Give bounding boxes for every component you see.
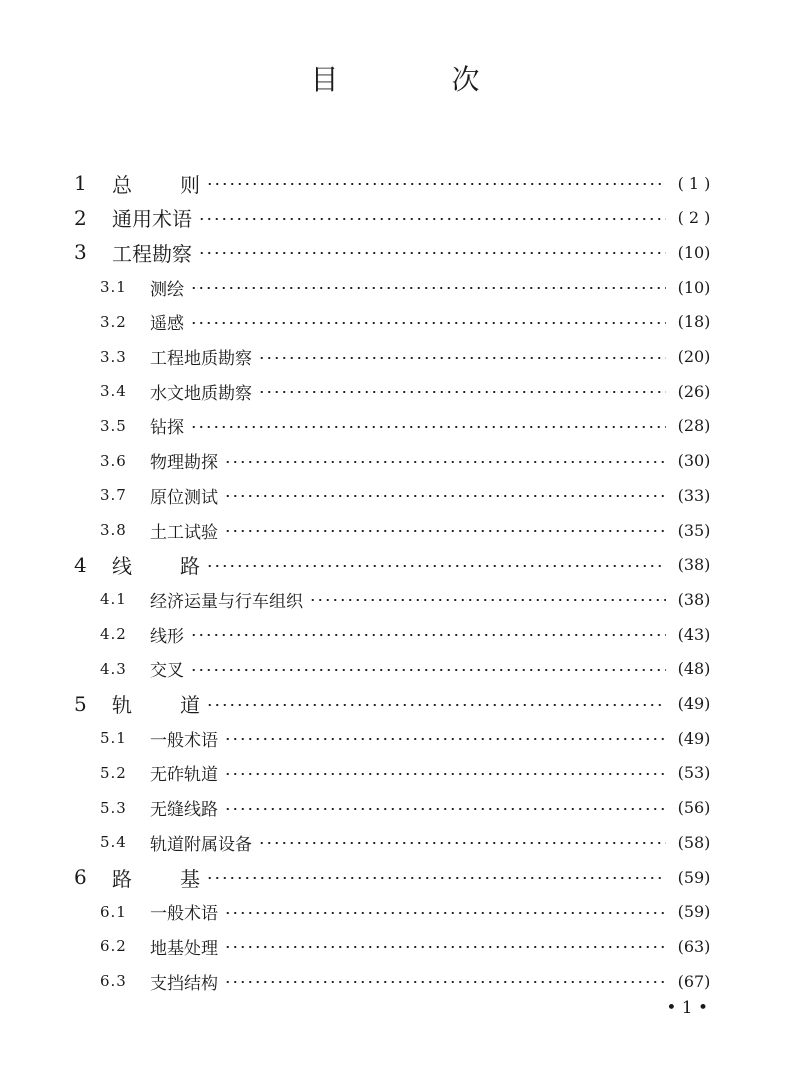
toc-chapter-row[interactable] bbox=[0, 166, 790, 200]
toc-dot-leader bbox=[224, 912, 666, 914]
toc-entry-number: 3 bbox=[74, 240, 87, 265]
page-title: 目 次 bbox=[310, 63, 532, 96]
toc-entry-title: 工程地质勘察 bbox=[150, 349, 252, 369]
toc-entry-number: 6 bbox=[74, 865, 87, 889]
toc-dot-leader bbox=[206, 704, 666, 706]
toc-entry-number: 3.8 bbox=[100, 521, 127, 539]
toc-entry-page: (49) bbox=[677, 694, 711, 713]
toc-entry-number: 2 bbox=[74, 205, 87, 230]
toc-entry-page: (43) bbox=[677, 624, 711, 644]
toc-dot-leader bbox=[224, 981, 666, 983]
toc-entry-page: ( 1 ) bbox=[677, 173, 711, 193]
toc-entry-number: 5 bbox=[74, 691, 87, 716]
toc-entry-page: (53) bbox=[677, 763, 711, 783]
toc-dot-leader bbox=[258, 391, 666, 393]
toc-section-row[interactable] bbox=[0, 652, 790, 686]
toc-entry-page: (18) bbox=[677, 312, 711, 332]
toc-entry-page: (59) bbox=[677, 902, 711, 922]
page-number: • 1 • bbox=[666, 998, 708, 1018]
toc-dot-leader bbox=[206, 877, 666, 879]
toc-entry-title: 遥感 bbox=[150, 314, 184, 335]
toc-section-row[interactable] bbox=[0, 825, 790, 859]
toc-entry-page: (10) bbox=[677, 242, 711, 262]
toc-entry-title: 水文地质勘察 bbox=[150, 383, 252, 404]
toc-entry-title: 地基处理 bbox=[150, 938, 218, 959]
toc-chapter-row[interactable] bbox=[0, 860, 790, 894]
toc-entry-number: 3.4 bbox=[100, 382, 127, 401]
toc-section-row[interactable] bbox=[0, 513, 790, 547]
toc-dot-leader bbox=[224, 773, 666, 775]
toc-dot-leader bbox=[190, 634, 666, 636]
toc-entry-number: 4.2 bbox=[100, 625, 127, 644]
toc-entry-title: 轨 道 bbox=[112, 693, 200, 717]
toc-entry-number: 3.6 bbox=[100, 451, 127, 470]
toc-entry-number: 4.3 bbox=[100, 659, 127, 678]
toc-entry-page: (49) bbox=[677, 728, 711, 748]
toc-entry-page: (48) bbox=[677, 659, 711, 679]
toc-entry-page: (30) bbox=[677, 451, 711, 471]
toc-entry-page: (35) bbox=[677, 520, 711, 540]
toc-entry-title: 线 路 bbox=[112, 554, 200, 579]
toc-section-row[interactable] bbox=[0, 444, 790, 478]
toc-entry-title: 无砟轨道 bbox=[150, 765, 218, 786]
toc-dot-leader bbox=[258, 842, 666, 844]
toc-entry-number: 5.2 bbox=[100, 763, 127, 782]
toc-entry-title: 经济运量与行车组织 bbox=[150, 591, 303, 612]
toc-section-row[interactable] bbox=[0, 582, 790, 616]
toc-entry-number: 3.5 bbox=[100, 416, 127, 435]
toc-section-row[interactable] bbox=[0, 478, 790, 512]
toc-section-row[interactable] bbox=[0, 617, 790, 651]
toc-entry-title: 线形 bbox=[150, 626, 184, 647]
toc-dot-leader bbox=[206, 565, 666, 567]
toc-entry-page: (26) bbox=[677, 381, 711, 401]
toc-section-row[interactable] bbox=[0, 305, 790, 339]
toc-entry-title: 总 则 bbox=[112, 172, 200, 197]
toc-entry-page: (63) bbox=[677, 936, 711, 956]
toc-entry-number: 1 bbox=[74, 171, 87, 195]
toc-entry-title: 支挡结构 bbox=[150, 973, 218, 994]
toc-dot-leader bbox=[190, 669, 666, 671]
toc-section-row[interactable] bbox=[0, 721, 790, 755]
toc-entry-number: 6.2 bbox=[100, 937, 127, 956]
toc-dot-leader bbox=[224, 808, 666, 810]
toc-dot-leader bbox=[190, 287, 666, 289]
toc-entry-number: 5.4 bbox=[100, 833, 127, 852]
toc-section-row[interactable] bbox=[0, 340, 790, 374]
toc-entry-title: 一般术语 bbox=[150, 730, 218, 751]
toc-entry-title: 工程勘察 bbox=[112, 241, 192, 266]
toc-dot-leader bbox=[224, 738, 666, 740]
toc-entry-page: (56) bbox=[677, 798, 711, 818]
toc-entry-page: (67) bbox=[677, 971, 711, 991]
toc-entry-title: 轨道附属设备 bbox=[150, 834, 252, 855]
toc-entry-number: 4.1 bbox=[100, 590, 127, 609]
toc-entry-number: 3.1 bbox=[100, 278, 127, 297]
toc-entry-page: (38) bbox=[677, 589, 711, 609]
toc-entry-title: 土工试验 bbox=[150, 522, 218, 543]
toc-entry-number: 5.1 bbox=[100, 729, 127, 748]
toc-dot-leader bbox=[190, 426, 666, 428]
toc-section-row[interactable] bbox=[0, 791, 790, 825]
toc-entry-page: (38) bbox=[677, 555, 711, 575]
toc-dot-leader bbox=[309, 599, 666, 601]
toc-entry-number: 4 bbox=[74, 552, 87, 577]
toc-dot-leader bbox=[258, 357, 666, 359]
toc-dot-leader bbox=[224, 530, 666, 532]
toc-entry-title: 物理勘探 bbox=[150, 453, 218, 474]
toc-entry-title: 无缝线路 bbox=[150, 800, 218, 821]
toc-section-row[interactable] bbox=[0, 409, 790, 443]
toc-dot-leader bbox=[198, 218, 666, 220]
toc-entry-title: 一般术语 bbox=[150, 904, 218, 925]
toc-entry-page: (10) bbox=[677, 277, 711, 297]
toc-entry-number: 6.3 bbox=[100, 972, 127, 991]
toc-entry-number: 3.2 bbox=[100, 312, 127, 331]
toc-chapter-row[interactable] bbox=[0, 687, 790, 721]
toc-entry-page: (58) bbox=[677, 832, 711, 852]
toc-dot-leader bbox=[190, 322, 666, 324]
toc-entry-page: (28) bbox=[677, 416, 711, 436]
toc-entry-page: (59) bbox=[677, 867, 711, 887]
toc-entry-title: 交叉 bbox=[150, 661, 184, 682]
toc-entry-page: (20) bbox=[677, 347, 711, 366]
toc-dot-leader bbox=[224, 461, 666, 463]
toc-dot-leader bbox=[206, 183, 666, 185]
toc-entry-number: 3.7 bbox=[100, 486, 127, 505]
toc-entry-title: 钻探 bbox=[150, 418, 184, 439]
toc-section-row[interactable] bbox=[0, 929, 790, 963]
toc-section-row[interactable] bbox=[0, 270, 790, 304]
toc-entry-page: (33) bbox=[677, 485, 711, 505]
toc-section-row[interactable] bbox=[0, 756, 790, 790]
toc-entry-title: 路 基 bbox=[112, 866, 200, 891]
toc-entry-number: 5.3 bbox=[100, 798, 127, 817]
toc-entry-page: ( 2 ) bbox=[677, 208, 711, 228]
toc-entry-title: 通用术语 bbox=[112, 207, 192, 232]
toc-entry-title: 原位测试 bbox=[150, 487, 218, 508]
toc-dot-leader bbox=[224, 946, 666, 948]
toc-chapter-row[interactable] bbox=[0, 235, 790, 269]
toc-chapter-row[interactable] bbox=[0, 201, 790, 235]
toc-entry-number: 6.1 bbox=[100, 902, 127, 921]
toc-section-row[interactable] bbox=[0, 895, 790, 929]
toc-chapter-row[interactable] bbox=[0, 548, 790, 582]
toc-section-row[interactable] bbox=[0, 964, 790, 998]
toc-section-row[interactable] bbox=[0, 374, 790, 408]
toc-dot-leader bbox=[198, 252, 666, 254]
toc-entry-title: 测绘 bbox=[150, 279, 184, 300]
toc-entry-number: 3.3 bbox=[100, 347, 127, 366]
toc-dot-leader bbox=[224, 495, 666, 497]
